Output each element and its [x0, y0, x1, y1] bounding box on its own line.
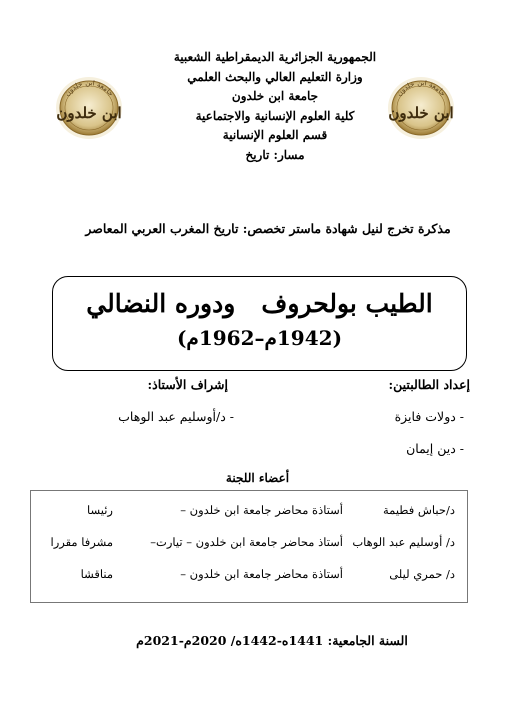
member-position: أستاذ محاضر جامعة ابن خلدون – تيارت–	[150, 535, 343, 549]
track-name: مسار: تاريخ	[245, 147, 305, 162]
member-role: مناقشا	[80, 567, 113, 581]
member-role: مشرفا مقررا	[50, 535, 113, 549]
ministry-name: وزارة التعليم العالي والبحث العلمي	[187, 69, 363, 84]
thesis-title: الطيب بولحروف ودوره النضالي	[86, 289, 433, 318]
member-name: د/حباش فطيمة	[383, 503, 455, 517]
committee-row	[31, 535, 469, 555]
committee-table	[30, 490, 468, 603]
supervision-heading: إشراف الأستاذ:	[147, 377, 228, 392]
committee-row	[31, 503, 469, 523]
institution-header	[160, 48, 390, 165]
preparation-heading: إعداد الطالبتين:	[388, 377, 470, 392]
seal-center-text: ابن خلدون	[56, 104, 122, 122]
faculty-name: كلية العلوم الإنسانية والاجتماعية	[195, 108, 355, 123]
department-name: قسم العلوم الإنسانية	[222, 128, 328, 142]
title-box	[52, 276, 467, 371]
university-seal-icon	[384, 72, 458, 142]
republic-name: الجمهورية الجزائرية الديمقراطية الشعبية	[173, 50, 377, 64]
member-role: رئيسا	[87, 503, 113, 517]
member-name: د/ حمري ليلى	[389, 567, 455, 581]
university-name: جامعة ابن خلدون	[231, 89, 319, 103]
member-position: أستاذة محاضر جامعة ابن خلدون –	[180, 567, 343, 581]
academic-year: السنة الجامعية: 1441ه-1442ه/ 2020م-2021م	[136, 633, 408, 648]
university-seal-icon	[52, 72, 126, 142]
committee-row	[31, 567, 469, 587]
committee-title: أعضاء اللجنة	[225, 471, 290, 485]
student-name: - دولات فايزة	[394, 409, 464, 424]
student-name: - دين إيمان	[406, 441, 464, 456]
thesis-subject: مذكرة تخرج لنيل شهادة ماستر تخصص: تاريخ المغرب العربي المعاصر	[85, 221, 451, 236]
seal-ring-text: جامعة ابن خلدون	[63, 78, 115, 98]
supervisor-name: - د/أوسليم عبد الوهاب	[118, 409, 234, 424]
seal-ring-text: جامعة ابن خلدون	[395, 78, 447, 98]
seal-center-text: ابن خلدون	[388, 104, 454, 122]
member-position: أستاذة محاضر جامعة ابن خلدون –	[180, 503, 343, 517]
thesis-period: (1942م–1962م)	[176, 326, 343, 350]
member-name: د/ أوسليم عبد الوهاب	[352, 535, 455, 549]
